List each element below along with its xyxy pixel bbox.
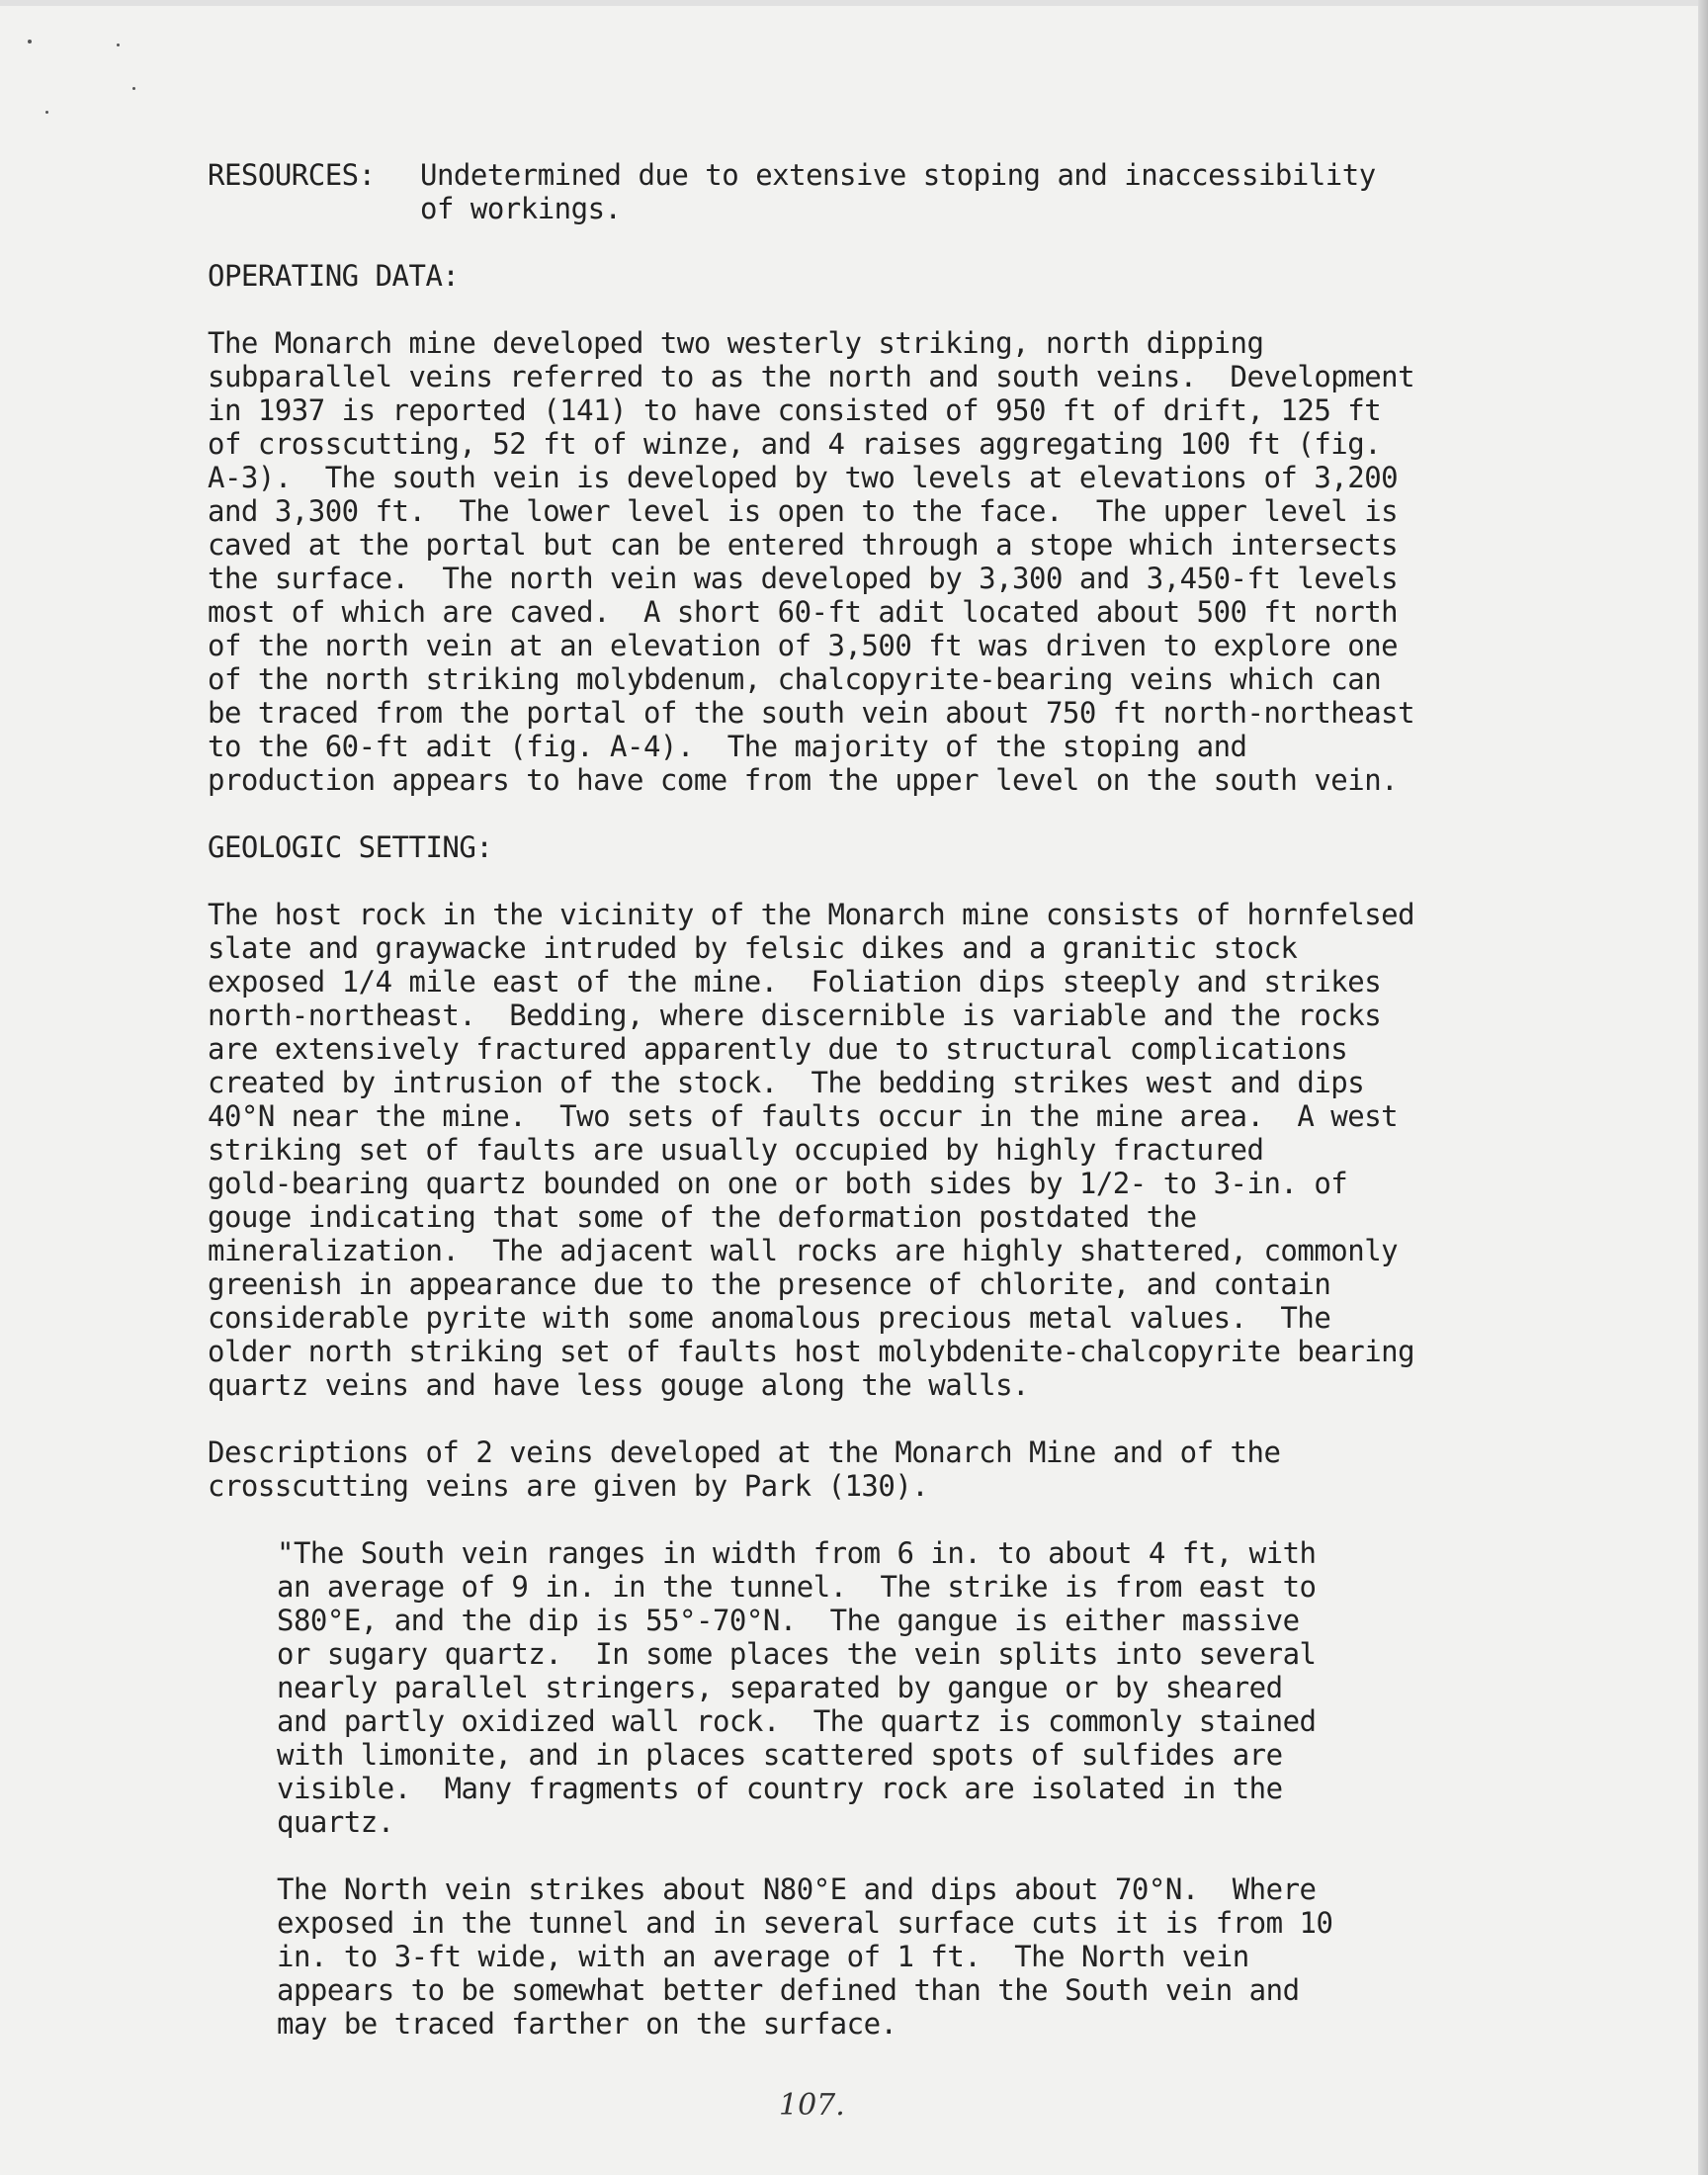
text-line: 40°N near the mine. Two sets of faults occur in the mine area. A west: [208, 1099, 1399, 1133]
text-line: nearly parallel stringers, separated by gangue or by sheared: [277, 1671, 1283, 1704]
text-line: crosscutting veins are given by Park (130).: [208, 1469, 929, 1503]
operating-data-heading: OPERATING DATA:: [208, 259, 460, 293]
text-line: visible. Many fragments of country rock are isolated in the: [277, 1772, 1283, 1805]
text-line: quartz veins and have less gouge along the walls.: [208, 1368, 1030, 1402]
text-line: gouge indicating that some of the deformation postdated the: [208, 1200, 1197, 1234]
text-line: of the north vein at an elevation of 3,500 ft was driven to explore one: [208, 629, 1399, 662]
text-line: and partly oxidized wall rock. The quartz is commonly stained: [277, 1704, 1317, 1738]
descriptions-paragraph: [208, 1436, 1453, 1503]
text-line: an average of 9 in. in the tunnel. The strike is from east to: [277, 1570, 1317, 1604]
scan-speck: [45, 111, 48, 114]
text-line: S80°E, and the dip is 55°-70°N. The gangue is either massive: [277, 1604, 1300, 1637]
text-line: or sugary quartz. In some places the vein splits into several: [277, 1637, 1317, 1671]
resources-text: [420, 158, 1376, 225]
text-line: of crosscutting, 52 ft of winze, and 4 raises aggregating 100 ft (fig.: [208, 427, 1382, 461]
text-line: "The South vein ranges in width from 6 in. to about 4 ft, with: [277, 1536, 1317, 1570]
text-line: mineralization. The adjacent wall rocks are highly shattered, commonly: [208, 1234, 1399, 1267]
text-line: exposed 1/4 mile east of the mine. Foliation dips steeply and strikes: [208, 965, 1382, 999]
block-quote-south-vein: [208, 1536, 1453, 1839]
text-line: gold-bearing quartz bounded on one or both sides by 1/2- to 3-in. of: [208, 1167, 1348, 1200]
text-line: appears to be somewhat better defined than the South vein and: [277, 1973, 1300, 2007]
text-line: in 1937 is reported (141) to have consisted of 950 ft of drift, 125 ft: [208, 393, 1382, 427]
text-line: A-3). The south vein is developed by two levels at elevations of 3,200: [208, 461, 1399, 494]
resources-label: RESOURCES:: [208, 158, 376, 192]
text-line: The Monarch mine developed two westerly striking, north dipping: [208, 326, 1264, 360]
text-line: to the 60-ft adit (fig. A-4). The majority of the stoping and: [208, 730, 1247, 763]
text-line: with limonite, and in places scattered spots of sulfides are: [277, 1738, 1283, 1772]
text-line: older north striking set of faults host molybdenite-chalcopyrite bearing: [208, 1335, 1415, 1368]
text-line: slate and graywacke intruded by felsic dikes and a granitic stock: [208, 931, 1298, 965]
text-line: the surface. The north vein was developed by 3,300 and 3,450-ft levels: [208, 562, 1399, 595]
text-line: in. to 3-ft wide, with an average of 1 ft. The North vein: [277, 1940, 1249, 1973]
text-line: north-northeast. Bedding, where discernible is variable and the rocks: [208, 999, 1382, 1032]
scan-speck: [132, 87, 135, 90]
text-line: The host rock in the vicinity of the Monarch mine consists of hornfelsed: [208, 898, 1415, 931]
text-line: production appears to have come from the upper level on the south vein.: [208, 763, 1399, 797]
text-line: Undetermined due to extensive stoping and inaccessibility: [420, 158, 1376, 192]
text-line: may be traced farther on the surface.: [277, 2007, 897, 2041]
text-line: be traced from the portal of the south vein about 750 ft north-northeast: [208, 696, 1415, 730]
text-line: The North vein strikes about N80°E and dips about 70°N. Where: [277, 1872, 1317, 1906]
scan-speck: [117, 44, 120, 46]
operating-data-paragraph: [208, 326, 1453, 797]
text-line: most of which are caved. A short 60-ft adit located about 500 ft north: [208, 595, 1399, 629]
text-line: striking set of faults are usually occupied by highly fractured: [208, 1133, 1264, 1167]
text-line: are extensively fractured apparently due to structural complications: [208, 1032, 1348, 1066]
geologic-setting-heading: GEOLOGIC SETTING:: [208, 830, 493, 864]
text-line: quartz.: [277, 1805, 394, 1839]
text-line: subparallel veins referred to as the north and south veins. Development: [208, 360, 1415, 393]
text-line: and 3,300 ft. The lower level is open to the face. The upper level is: [208, 494, 1399, 528]
text-line: of workings.: [420, 192, 622, 225]
resources-section: [208, 158, 1453, 225]
block-quote-north-vein: [208, 1872, 1453, 2041]
scan-speck: [28, 40, 32, 44]
document-body: [208, 158, 1453, 2041]
text-line: caved at the portal but can be entered through a stope which intersects: [208, 528, 1399, 562]
page-top-edge: [0, 0, 1708, 6]
text-line: of the north striking molybdenum, chalcopyrite-bearing veins which can: [208, 662, 1382, 696]
page-right-edge: [1698, 0, 1708, 2175]
text-line: Descriptions of 2 veins developed at the Monarch Mine and of the: [208, 1436, 1281, 1469]
text-line: greenish in appearance due to the presence of chlorite, and contain: [208, 1267, 1331, 1301]
geologic-setting-paragraph: [208, 898, 1453, 1402]
page-number: 107.: [779, 2088, 845, 2123]
text-line: exposed in the tunnel and in several surface cuts it is from 10: [277, 1906, 1333, 1940]
text-line: created by intrusion of the stock. The bedding strikes west and dips: [208, 1066, 1365, 1099]
text-line: considerable pyrite with some anomalous precious metal values. The: [208, 1301, 1331, 1335]
